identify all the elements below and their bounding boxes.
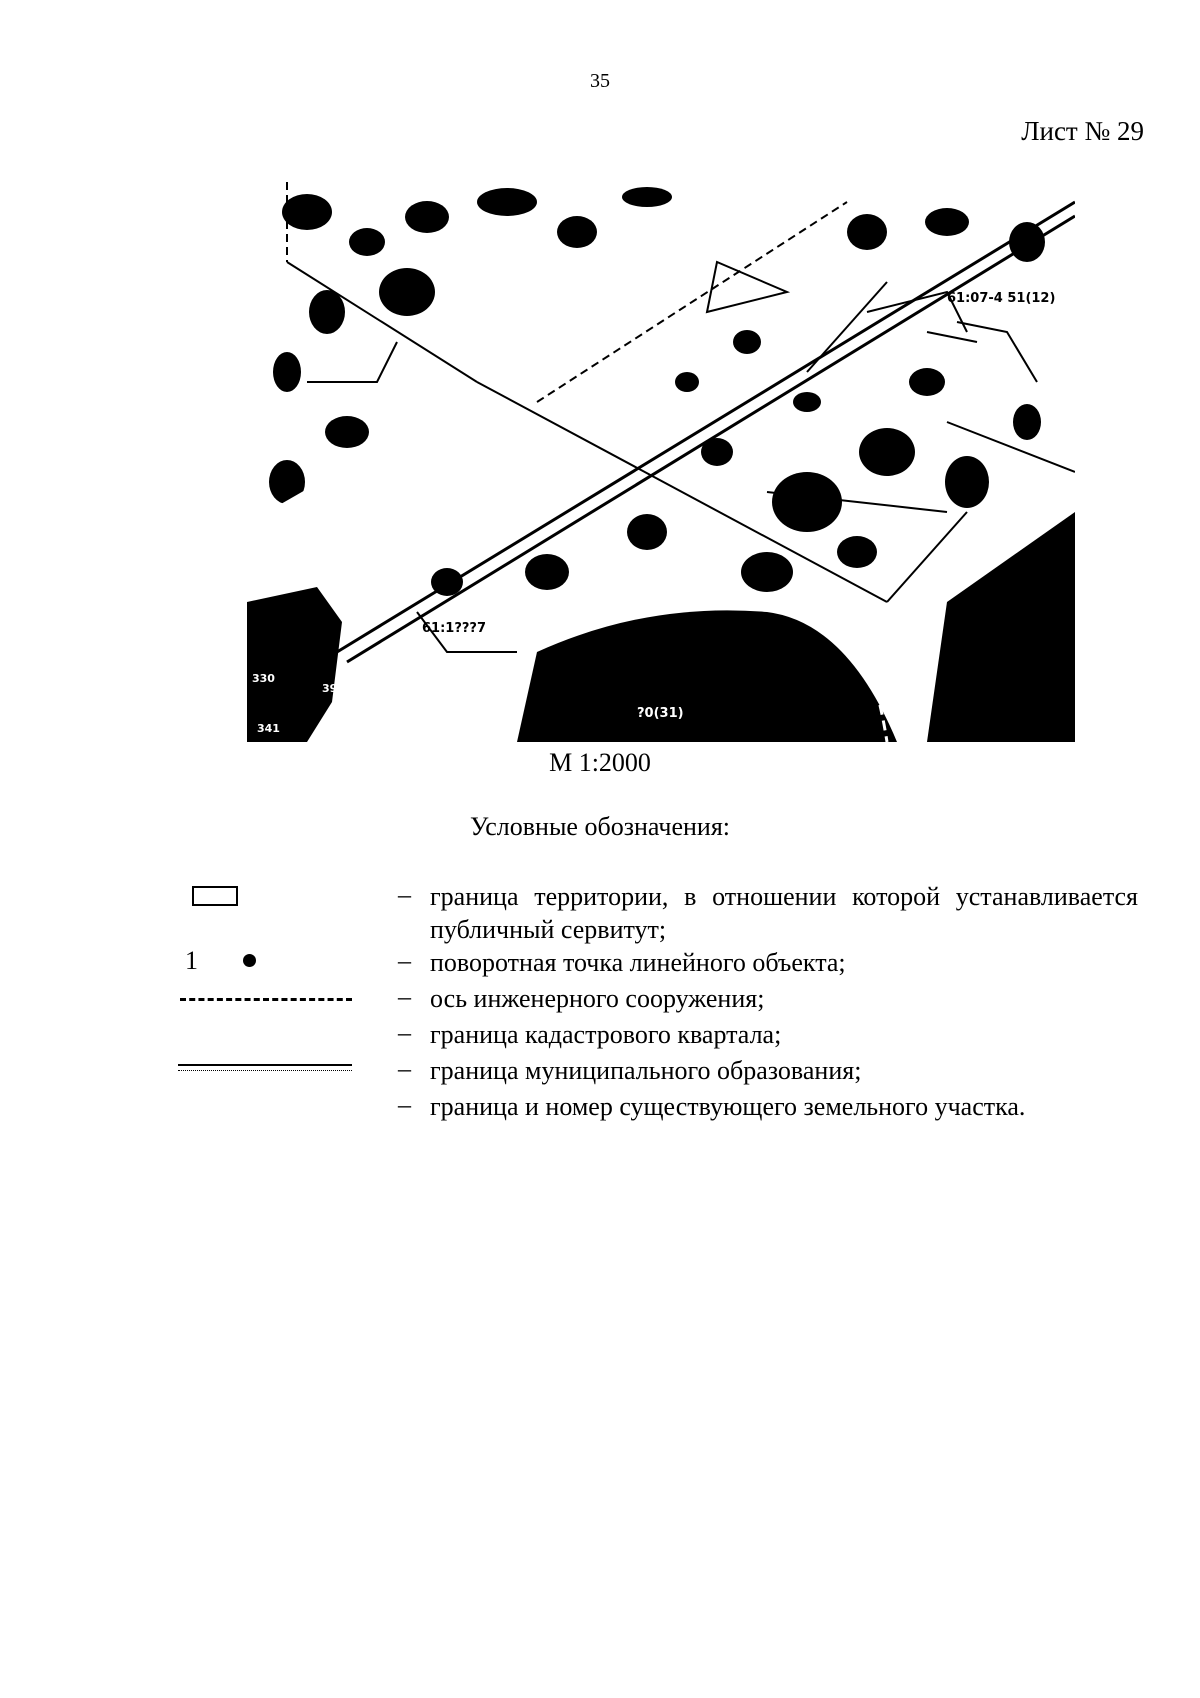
parcel-label-7: 61:1???7: [422, 621, 487, 636]
legend-item-turning-point: [0, 946, 1200, 980]
legend-symbol-numbered-point: [175, 946, 355, 980]
legend-text: граница территории, в отношении которой устанавливается публичный сервитут;: [430, 882, 1138, 944]
point-label-330: 330: [252, 672, 275, 685]
parcel-label-12: 61:07-4 51(12): [947, 291, 1056, 306]
scale-label: М 1:2000: [549, 748, 651, 777]
legend-text: граница и номер существующего земельного участка.: [430, 1092, 1026, 1121]
point-dot-icon: [243, 954, 256, 967]
sheet-label: Лист № 29: [1021, 116, 1144, 146]
point-label-341: 341: [257, 722, 280, 735]
legend-item-servitude-boundary: [0, 880, 1200, 944]
legend-symbol-double-line: [175, 1054, 355, 1088]
legend-text: граница кадастрового квартала;: [430, 1020, 782, 1049]
rectangle-symbol: [192, 886, 238, 906]
legend-text: ось инженерного сооружения;: [430, 984, 765, 1013]
double-line-symbol: [178, 1064, 352, 1071]
legend-dash: –: [398, 1018, 411, 1047]
point-label-393: 393: [322, 682, 345, 695]
legend-dash: –: [398, 982, 411, 1011]
map-image: [247, 182, 1075, 742]
legend-text: поворотная точка линейного объекта;: [430, 948, 846, 977]
legend-symbol-dashed-line: [175, 982, 355, 1016]
legend-item-cadastral-quarter: [0, 1018, 1200, 1052]
legend-title: Условные обозначения:: [469, 812, 731, 841]
legend-item-municipal-boundary: [0, 1054, 1200, 1088]
map-svg: [247, 182, 1075, 742]
legend-dash: –: [398, 1090, 411, 1119]
legend-dash: –: [398, 946, 411, 975]
legend-dash: –: [398, 1054, 411, 1083]
dashed-line-symbol: [180, 998, 352, 1001]
page-number: 35: [590, 70, 610, 92]
legend-symbol-rectangle: [175, 880, 355, 914]
point-number: 1: [185, 946, 198, 975]
legend-dash: –: [398, 880, 411, 909]
legend-text: граница муниципального образования;: [430, 1056, 862, 1085]
legend-item-land-parcel: [0, 1090, 1200, 1124]
legend-item-engineering-axis: [0, 982, 1200, 1016]
parcel-label-31: ?0(31): [637, 706, 684, 721]
